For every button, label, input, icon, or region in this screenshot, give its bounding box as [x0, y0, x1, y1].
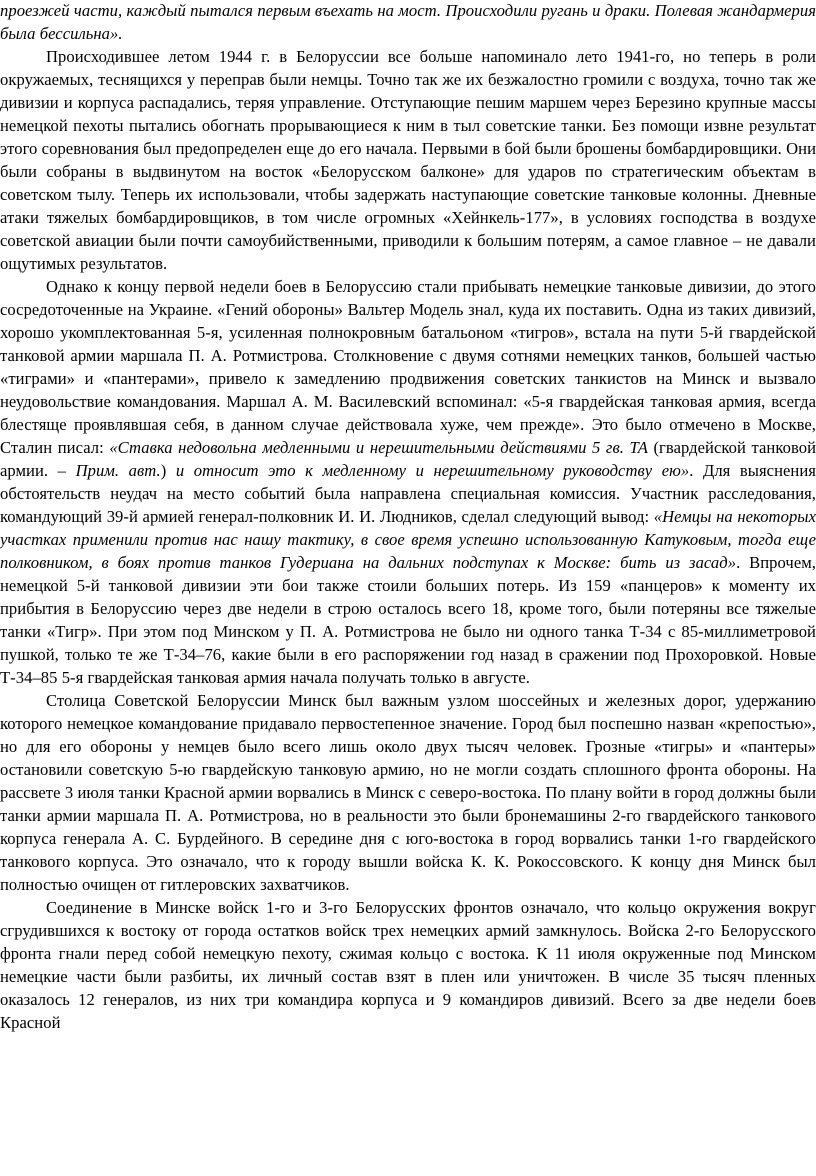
paragraph [0, 275, 816, 689]
italic-text-run: и относит это к медленному и нерешительному руководству ею» [175, 461, 690, 480]
text-run: (гвардейской танковой армии. – [0, 438, 816, 480]
text-run: Соединение в Минске войск 1-го и 3-го Белорусских фронтов означало, что кольцо окружения вокруг сгрудившихся к востоку от города остатков войск трех немецких армий замкнулось. Войска 2-го Белорусского фронта гнали перед собой немецкую пехоту, сжимая кольцо с востока. К 11 июля окруженные под Минском немецкие части были разбиты, их личный состав взят в плен или уничтожен. В числе 35 тысяч пленных оказалось 12 генералов, из них три командира корпуса и 9 командиров дивизий. Всего за две недели боев Красной [0, 898, 816, 1032]
italic-text-run: «Немцы на некоторых участках применили против нас нашу тактику, в свое время успешно использованную Катуковым, тогда еще полковником, в боях против танков Гудериана на дальних подступах к Москве: бить из засад» [0, 507, 816, 572]
paragraph [0, 0, 816, 45]
paragraph [0, 689, 816, 896]
text-run: Происходившее летом 1944 г. в Белоруссии все больше напоминало лето 1941-го, но теперь в роли окружаемых, теснящихся у переправ были немцы. Точно так же их безжалостно громили с воздуха, точно так же дивизии и корпуса распадались, теряя управление. Отступающие пешим маршем через Березино крупные массы немецкой пехоты пытались обогнать прорывающиеся к ним в тыл советские танки. Без помощи извне результат этого соревнования был предопределен еще до его начала. Первыми в бой были брошены бомбардировщики. Они были собраны в выдвинутом на восток «Белорусском балконе» для ударов по стратегическим объектам в советском тылу. Теперь их использовали, чтобы задержать наступающие советские танковые колонны. Дневные атаки тяжелых бомбардировщиков, в том числе огромных «Хейнкель-177», в условиях господства в воздухе советской авиации были почти самоубийственными, приводили к большим потерям, а самое главное – не давали ощутимых результатов. [0, 47, 816, 273]
text-run: Однако к концу первой недели боев в Белоруссию стали прибывать немецкие танковые дивизии, до этого сосредоточенные на Украине. «Гений обороны» Вальтер Модель знал, куда их поставить. Одна из таких дивизий, хорошо укомплектованная 5-я, усиленная полнокровным батальоном «тигров», встала на пути 5-й гвардейской танковой армии маршала П. А. Ротмистрова. Столкновение с двумя сотнями немецких танков, большей частью «тиграми» и «пантерами», привело к замедлению продвижения советских танкистов на Минск и вызвало неудовольствие командования. Маршал А. М. Василевский вспоминал: «5-я гвардейская танковая армия, всегда блестяще проявлявшая себя, в данном случае действовала хуже, чем прежде». Это было отмечено в Москве, Сталин писал: [0, 277, 816, 457]
paragraph [0, 45, 816, 275]
italic-text-run: «Ставка недовольна медленными и нерешительными действиями 5 гв. ТА [109, 438, 648, 457]
text-run: . Для выяснения обстоятельств неудач на место событий была направлена специальная комиссия. Участник расследования, командующий 39-й армией генерал-полковник И. И. Людников, сделал следующий вывод: [0, 461, 816, 526]
text-run: . Впрочем, немецкой 5-й танковой дивизии эти бои также стоили больших потерь. Из 159 «панцеров» к моменту их прибытия в Белоруссию через две недели в строю осталось всего 18, кроме того, были потеряны все тяжелые танки «Тигр». При этом под Минском у П. А. Ротмистрова не было ни одного танка Т-34 с 85-миллиметровой пушкой, только те же Т-34–76, какие были в его распоряжении год назад в сражении под Прохоровкой. Новые Т-34–85 5-я гвардейская танковая армия начала получать только в августе. [0, 553, 816, 687]
text-run: Столица Советской Белоруссии Минск был важным узлом шоссейных и железных дорог, удержанию которого немецкое командование придавало первостепенное значение. Город был поспешно назван «крепостью», но для его обороны у немцев было всего лишь около двух тысяч человек. Грозные «тигры» и «пантеры» остановили советскую 5-ю гвардейскую танковую армию, но не могли создать сплошного фронта обороны. На рассвете 3 июля танки Красной армии ворвались в Минск с северо-востока. По плану войти в город должны были танки армии маршала П. А. Ротмистрова, но в реальности это были бронемашины 2-го гвардейского танкового корпуса генерала А. С. Бурдейного. В середине дня с юго-востока в город ворвались танки 1-го гвардейского танкового корпуса. Это означало, что к городу вышли войска К. К. Рокоссовского. К концу дня Минск был полностью очищен от гитлеровских захватчиков. [0, 691, 816, 894]
text-run: ) [160, 461, 176, 480]
paragraph [0, 896, 816, 1034]
italic-text-run: проезжей части, каждый пытался первым въехать на мост. Происходили ругань и драки. Полевая жандармерия была бессильна». [0, 1, 816, 43]
italic-text-run: Прим. авт. [75, 461, 161, 480]
